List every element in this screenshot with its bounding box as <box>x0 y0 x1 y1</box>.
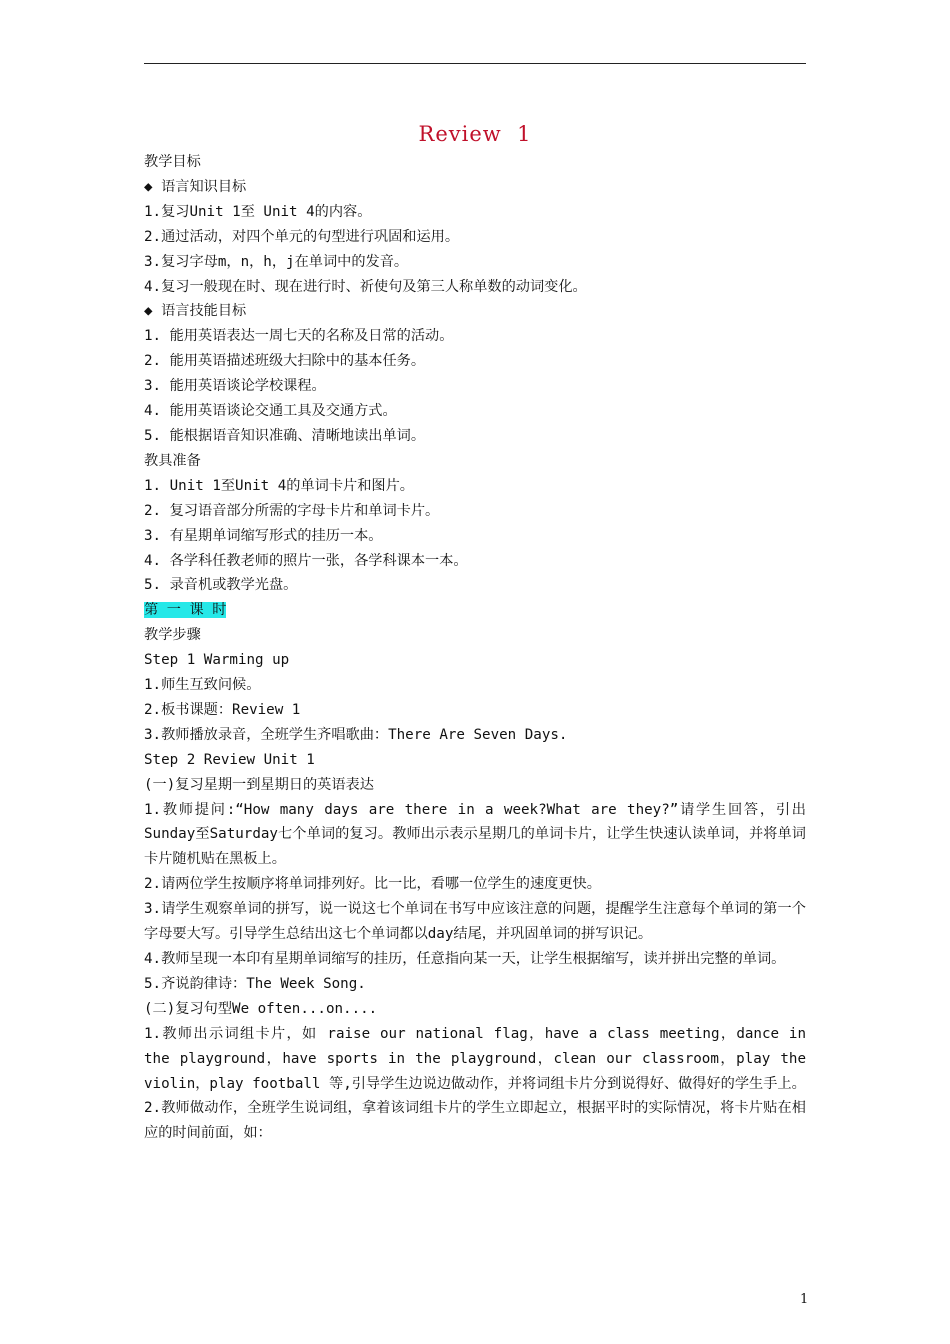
paragraph: 5.齐说韵律诗：The Week Song. <box>144 975 366 992</box>
list-item: 1. Unit 1至Unit 4的单词卡片和图片。 <box>144 477 414 494</box>
list-item: 3.教师播放录音，全班学生齐唱歌曲：There Are Seven Days. <box>144 726 568 743</box>
list-item: 1.师生互致问候。 <box>144 677 261 694</box>
list-item: 1.复习Unit 1至 Unit 4的内容。 <box>144 203 372 220</box>
list-item: 4. 各学科任教老师的照片一张，各学科课本一本。 <box>144 552 468 569</box>
list-item: 3. 有星期单词缩写形式的挂历一本。 <box>144 527 383 544</box>
list-item: 5. 能根据语音知识准确、清晰地读出单词。 <box>144 427 426 444</box>
list-item: 2. 复习语音部分所需的字母卡片和单词卡片。 <box>144 502 440 519</box>
list-item: 2.板书课题：Review 1 <box>144 701 301 718</box>
subsection-heading: (二)复习句型We often...on.... <box>144 1000 378 1017</box>
section-heading: 教具准备 <box>144 452 201 469</box>
paragraph: 3.请学生观察单词的拼写，说一说这七个单词在书写中应该注意的问题，提醒学生注意每个单词的第一个字母要大写。引导学生总结出这七个单词都以day结尾，并巩固单词的拼写识记。 <box>144 901 806 943</box>
list-item: 1. 能用英语表达一周七天的名称及日常的活动。 <box>144 328 454 345</box>
list-item: 5. 录音机或教学光盘。 <box>144 577 298 594</box>
paragraph: 1.教师出示词组卡片，如 raise our national flag，have a class meeting，dance in the playground，have sports in the playground，clean our classroom，play the violin，play football 等,引导学生边说边做动作，并将词组卡片分到说得好、做得好的学生手上。 <box>144 1025 806 1092</box>
section-heading: 教学步骤 <box>144 627 201 644</box>
list-item: 2. 能用英语描述班级大扫除中的基本任务。 <box>144 353 426 370</box>
section-heading: 教学目标 <box>144 154 201 170</box>
paragraph: 1.教师提问:“How many days are there in a week?What are they?”请学生回答，引出Sunday至Saturday七个单词的复习。教师出示表示星期几的单词卡片，让学生快速认读单词，并将单词卡片随机贴在黑板上。 <box>144 801 806 868</box>
paragraph: 2.教师做动作，全班学生说词组，拿着该词组卡片的学生立即起立，根据平时的实际情况，将卡片贴在相应的时间前面，如： <box>144 1100 806 1142</box>
page-number: 1 <box>800 1292 809 1307</box>
list-item: 4.复习一般现在时、现在进行时、祈使句及第三人称单数的动词变化。 <box>144 278 587 295</box>
list-item: 4. 能用英语谈论交通工具及交通方式。 <box>144 403 397 420</box>
lesson-label-highlight: 第 一 课 时 <box>144 602 227 619</box>
subsection-heading: (一)复习星期一到星期日的英语表达 <box>144 776 374 793</box>
paragraph: 2.请两位学生按顺序将单词排列好。比一比，看哪一位学生的速度更快。 <box>144 876 601 893</box>
subsection-heading: ◆ 语言技能目标 <box>144 303 247 320</box>
document-body <box>144 150 806 1146</box>
lesson-label-row <box>144 598 806 623</box>
header-rule <box>144 63 806 64</box>
list-item: 2.通过活动，对四个单元的句型进行巩固和运用。 <box>144 228 460 245</box>
step-heading: Step 2 Review Unit 1 <box>144 751 315 768</box>
page-title: Review 1 <box>418 122 532 146</box>
subsection-heading: ◆ 语言知识目标 <box>144 178 247 195</box>
list-item: 3. 能用英语谈论学校课程。 <box>144 378 326 395</box>
step-heading: Step 1 Warming up <box>144 652 290 669</box>
list-item: 3.复习字母m，n，h，j在单词中的发音。 <box>144 253 409 270</box>
paragraph: 4.教师呈现一本印有星期单词缩写的挂历，任意指向某一天，让学生根据缩写，读并拼出完整的单词。 <box>144 951 786 967</box>
